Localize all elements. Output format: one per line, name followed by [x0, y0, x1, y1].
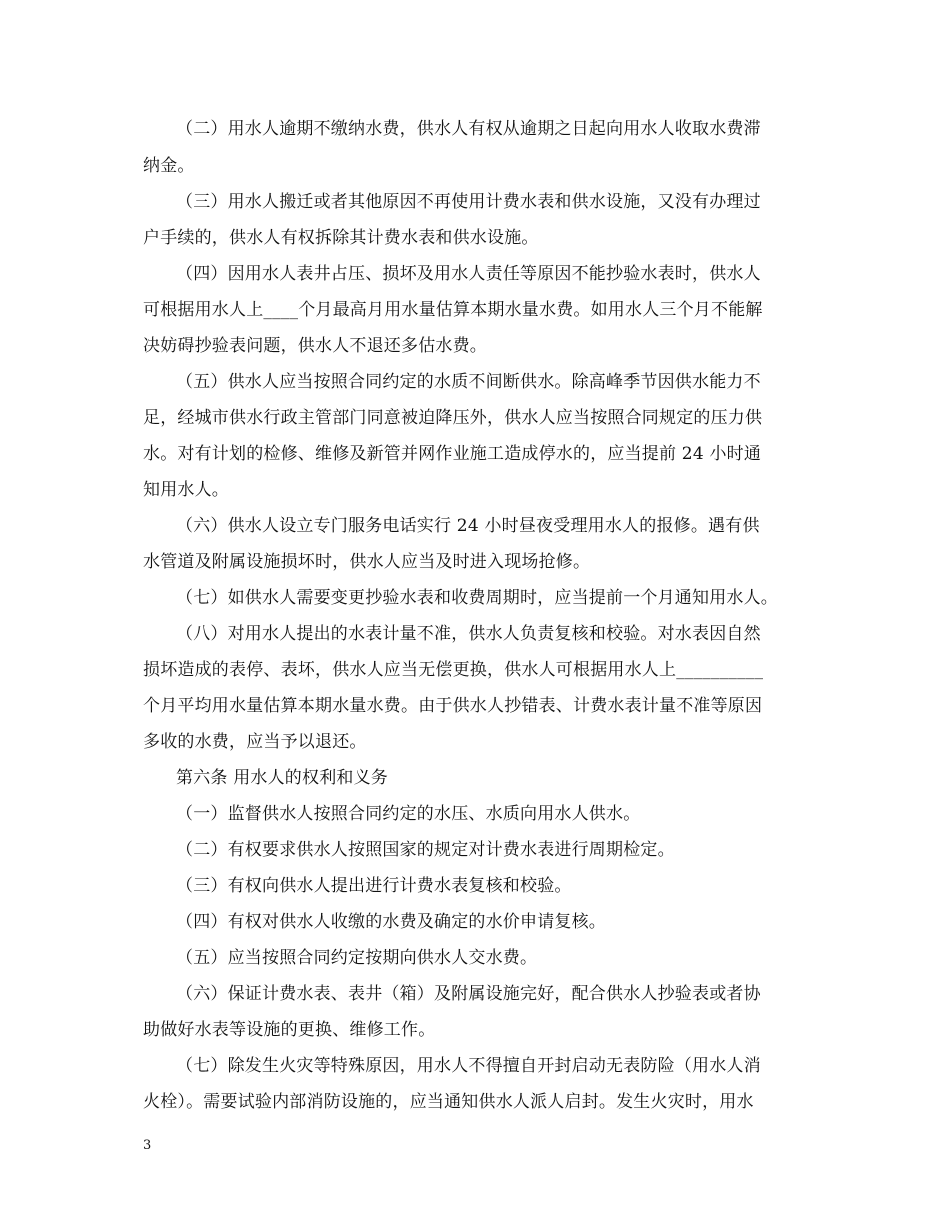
text-line: （四）因用水人表井占压、损坏及用水人责任等原因不能抄验水表时，供水人: [176, 264, 761, 284]
text-line: 个月平均用水量估算本期水量水费。由于供水人抄错表、计费水表计量不准等原因: [143, 696, 763, 716]
text-line: 多收的水费，应当予以退还。: [143, 732, 367, 752]
text-line: 足，经城市供水行政主管部门同意被迫降压外，供水人应当按照合同规定的压力供: [143, 408, 763, 428]
text-line: （三）用水人搬迁或者其他原因不再使用计费水表和供水设施，又没有办理过: [176, 192, 761, 212]
section-heading: 第六条 用水人的权利和义务: [176, 768, 389, 788]
text-line: 助做好水表等设施的更换、维修工作。: [143, 1020, 436, 1040]
text-line: 户手续的，供水人有权拆除其计费水表和供水设施。: [143, 228, 539, 248]
text-line: 决妨碍抄验表问题，供水人不退还多估水费。: [143, 336, 487, 356]
text-line: 火栓）。需要试验内部消防设施的，应当通知供水人派人启封。发生火灾时，用水: [143, 1092, 754, 1112]
text-line: （五）应当按照合同约定按期向供水人交水费。: [176, 948, 538, 968]
text-line: （七）如供水人需要变更抄验水表和收费周期时，应当提前一个月通知用水人。: [176, 588, 778, 608]
text-line: （二）用水人逾期不缴纳水费，供水人有权从逾期之日起向用水人收取水费滞: [176, 119, 761, 139]
text-line: 纳金。: [143, 156, 195, 176]
text-line: （六）供水人设立专门服务电话实行 24 小时昼夜受理用水人的报修。遇有供: [176, 516, 760, 536]
text-line: （二）有权要求供水人按照国家的规定对计费水表进行周期检定。: [176, 840, 675, 860]
text-line: 知用水人。: [143, 480, 229, 500]
text-line: 损坏造成的表停、表坏，供水人应当无偿更换，供水人可根据用水人上__________: [143, 660, 764, 680]
text-line: （八）对用水人提出的水表计量不准，供水人负责复核和校验。对水表因自然: [176, 624, 761, 644]
text-line: （五）供水人应当按照合同约定的水质不间断供水。除高峰季节因供水能力不: [176, 372, 761, 392]
text-line: 水。对有计划的检修、维修及新管并网作业施工造成停水的，应当提前 24 小时通: [143, 444, 762, 464]
text-line: 可根据用水人上____个月最高月用水量估算本期水量水费。如用水人三个月不能解: [143, 300, 763, 320]
page-number: 3: [143, 1138, 152, 1153]
text-line: （七）除发生火灾等特殊原因，用水人不得擅自开封启动无表防险（用水人消: [176, 1056, 761, 1076]
text-line: （四）有权对供水人收缴的水费及确定的水价申请复核。: [176, 912, 606, 932]
text-line: 水管道及附属设施损坏时，供水人应当及时进入现场抢修。: [143, 552, 591, 572]
text-line: （三）有权向供水人提出进行计费水表复核和校验。: [176, 876, 572, 896]
text-line: （六）保证计费水表、表井（箱）及附属设施完好，配合供水人抄验表或者协: [176, 984, 761, 1004]
text-line: （一）监督供水人按照合同约定的水压、水质向用水人供水。: [176, 804, 641, 824]
